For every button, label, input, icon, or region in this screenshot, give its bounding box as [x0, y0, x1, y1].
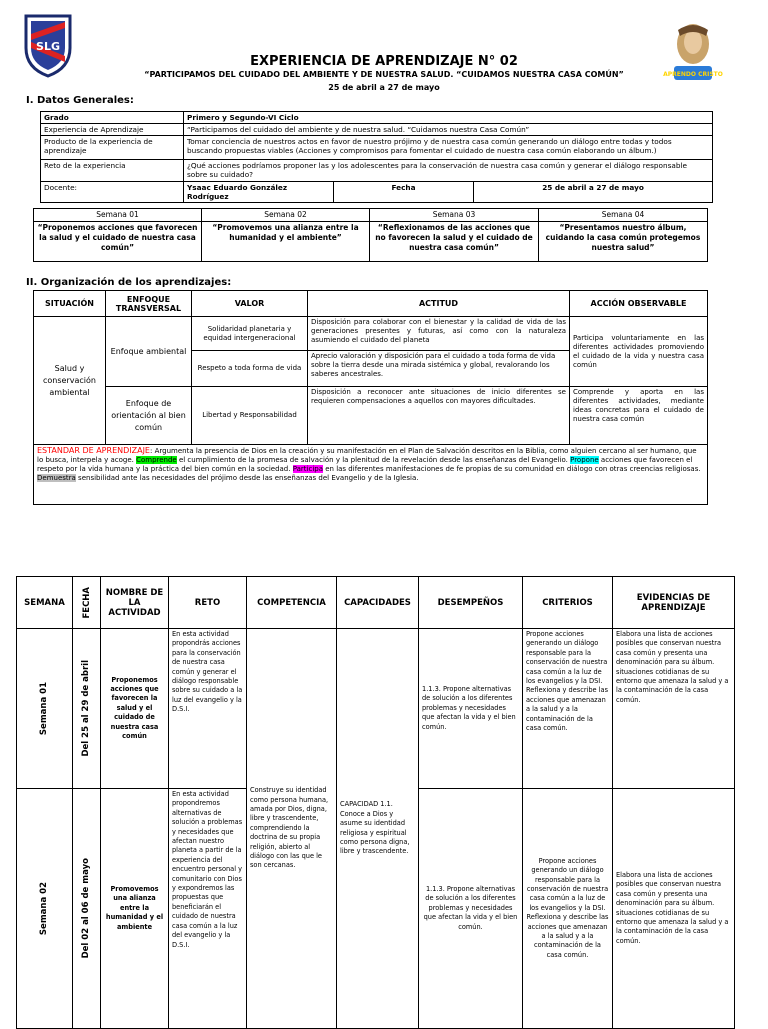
- actitud-1: Disposición para colaborar con el bienestar y la calidad de vida de las generaciones presentes y futuras, así como con la naturaleza asumiendo el cuidado del planeta: [308, 317, 570, 351]
- reto-label: Reto de la experiencia: [41, 160, 184, 182]
- semana-4-title: “Presentamos nuestro álbum, cuidando la casa común protegemos nuestra salud”: [539, 222, 708, 262]
- row1-evidencias: Elabora una lista de acciones posibles que conservan nuestra casa común y presenta una denominación para su álbum. situaciones cotidianas de su entorno que amenaza la salud y a la contaminación de la casa común.: [613, 629, 735, 789]
- plan-header-fecha: FECHA: [73, 577, 101, 629]
- estandar-cell: [34, 445, 708, 505]
- plan-header-semana: SEMANA: [17, 577, 73, 629]
- plan-header-criterios: CRITERIOS: [523, 577, 613, 629]
- row1-reto: En esta actividad propondrás acciones para la conservación de nuestra casa común y generar el diálogo responsable sobre su cuidado a la luz del evangelio y la D.S.I.: [169, 629, 247, 789]
- prod-value: Tomar conciencia de nuestros actos en favor de nuestro prójimo y de nuestra casa común generando un diálogo entre todas y todos buscando propuestas viables (Acciones y compromisos para fomentar el cuidado de nuestra casa común elaborando un álbum.): [184, 136, 713, 160]
- exp-label: Experiencia de Aprendizaje: [41, 124, 184, 136]
- row1-desempenos: 1.1.3. Propone alternativas de solución a los diferentes problemas y necesidades que afectan la vida y el bien común.: [419, 629, 523, 789]
- highlight-demuestra: Demuestra: [37, 474, 76, 482]
- org-header-situacion: SITUACIÓN: [34, 291, 106, 317]
- highlight-participa: Participa: [292, 465, 323, 473]
- svg-text:APRENDO CRISTO: APRENDO CRISTO: [663, 71, 723, 78]
- valor-respeto: Respeto a toda forma de vida: [192, 351, 308, 387]
- row2-evidencias: Elabora una lista de acciones posibles que conservan nuestra casa común y presenta una denominación para su álbum. situaciones cotidianas de su entorno que amenaza la salud y a la contaminación de la casa común.: [613, 789, 735, 1029]
- row2-actividad: Promovemos una alianza entre la humanidad y el ambiente: [101, 789, 169, 1029]
- row2-desempenos: 1.1.3. Propone alternativas de solución a los diferentes problemas y necesidades que afectan la vida y el bien común.: [419, 789, 523, 1029]
- semana-3-title: “Reflexionamos de las acciones que no favorecen la salud y el cuidado de nuestra casa común”: [370, 222, 539, 262]
- plan-header-actividad: NOMBRE DE LA ACTIVIDAD: [101, 577, 169, 629]
- row1-fecha: Del 25 al 29 de abril: [73, 629, 101, 789]
- table-row: [17, 629, 735, 789]
- docente-label: Docente:: [41, 182, 184, 203]
- semana-2-label: Semana 02: [202, 209, 370, 222]
- accion-1: Participa voluntariamente en las diferentes actividades promoviendo el cuidado de la vida y nuestra casa común: [570, 317, 708, 387]
- page-subtitle: “PARTICIPAMOS DEL CUIDADO DEL AMBIENTE Y DE NUESTRA SALUD. “CUIDAMOS NUESTRA CASA COMÚN”: [144, 70, 624, 79]
- estandar-label: ESTANDAR DE APRENDIZAJE: [37, 446, 150, 455]
- reto-value: ¿Qué acciones podríamos proponer las y los adolescentes para la conservación de nuestra casa común y generar el diálogo responsable sobre su cuidado?: [184, 160, 713, 182]
- organizacion-table: [33, 290, 708, 505]
- plan-header-capacidades: CAPACIDADES: [337, 577, 419, 629]
- section-datos-heading: I. Datos Generales:: [26, 95, 134, 106]
- estandar-text-3: acciones que favorecen el respeto por la vida humana y la práctica del bien común en la sociedad.: [37, 456, 693, 473]
- org-header-valor: VALOR: [192, 291, 308, 317]
- estandar-text-4: en las diferentes manifestaciones de fe propias de su comunidad en diálogo con otras creencias religiosas.: [323, 465, 701, 473]
- row2-reto: En esta actividad propondremos alternativas de solución a problemas y necesidades que afectan nuestro planeta a partir de la experiencia del encuentro personal y comunitario con Dios y expondremos las propuestas que beneficiarán el cuidado de nuestra casa común a la luz del evangelio y la D.S.I.: [169, 789, 247, 1029]
- capacidades-cell: CAPACIDAD 1.1. Conoce a Dios y asume su identidad religiosa y espiritual como persona digna, libre y trascendente.: [337, 629, 419, 1029]
- docente-value: Ysaac Eduardo González Rodríguez: [184, 182, 334, 203]
- org-header-actitud: ACTITUD: [308, 291, 570, 317]
- estandar-text-1: : Argumenta la presencia de Dios en la creación y su manifestación en el Plan de Salvación descritos en la Biblia, como alguien cercano al ser humano, que lo busca, interpela y acoge.: [37, 447, 697, 464]
- prod-label: Producto de la experiencia de aprendizaje: [41, 136, 184, 160]
- semana-4-label: Semana 04: [539, 209, 708, 222]
- page-title: EXPERIENCIA DE APRENDIZAJE N° 02: [250, 54, 518, 69]
- grado-value: Primero y Segundo-VI Ciclo: [184, 112, 713, 124]
- plan-header-competencia: COMPETENCIA: [247, 577, 337, 629]
- planificacion-table: [16, 576, 735, 1029]
- enfoque-ambiental: Enfoque ambiental: [106, 317, 192, 387]
- fecha-value: 25 de abril a 27 de mayo: [474, 182, 713, 203]
- plan-header-desempenos: DESEMPEÑOS: [419, 577, 523, 629]
- plan-header-reto: RETO: [169, 577, 247, 629]
- actitud-2: Aprecio valoración y disposición para el cuidado a toda forma de vida sobre la tierra desde una mirada sistémica y global, revalorando los saberes ancestrales.: [308, 351, 570, 387]
- semana-1-title: “Proponemos acciones que favorecen la salud y el cuidado de nuestra casa común”: [34, 222, 202, 262]
- row2-semana: Semana 02: [17, 789, 73, 1029]
- valor-solidaridad: Solidaridad planetaria y equidad intergeneracional: [192, 317, 308, 351]
- exp-value: “Participamos del cuidado del ambiente y de nuestra salud. “Cuidamos nuestra Casa Común”: [184, 124, 713, 136]
- situacion-cell: Salud y conservación ambiental: [34, 317, 106, 445]
- fecha-label: Fecha: [334, 182, 474, 203]
- row1-actividad: Proponemos acciones que favorecen la salud y el cuidado de nuestra casa común: [101, 629, 169, 789]
- org-header-accion: ACCIÓN OBSERVABLE: [570, 291, 708, 317]
- estandar-text-5: sensibilidad ante las necesidades del prójimo desde las enseñanzas del Evangelio y de la Iglesia.: [75, 474, 419, 482]
- grado-label: Grado: [41, 112, 184, 124]
- enfoque-bien-comun: Enfoque de orientación al bien común: [106, 387, 192, 445]
- actitud-3: Disposición a reconocer ante situaciones de inicio diferentes se requieren compensaciones a aquellos con mayores dificultades.: [308, 387, 570, 445]
- competencia-cell: Construye su identidad como persona humana, amada por Dios, digna, libre y trascendente, comprendiendo la doctrina de su propia religión, abierto al diálogo con las que le son cercanas.: [247, 629, 337, 1029]
- semana-2-title: “Promovemos una alianza entre la humanidad y el ambiente”: [202, 222, 370, 262]
- semanas-table: [33, 208, 708, 262]
- accion-2: Comprende y aporta en las diferentes actividades, mediante ideas concretas para el cuidado de nuestra casa común: [570, 387, 708, 445]
- page-dates: 25 de abril a 27 de mayo: [328, 83, 440, 92]
- svg-text:SLG: SLG: [36, 40, 60, 53]
- valor-libertad: Libertad y Responsabilidad: [192, 387, 308, 445]
- row1-criterios: Propone acciones generando un diálogo responsable para la conservación de nuestra casa común a la luz de los evangelios y la DSI. Reflexiona y describe las acciones que amenazan a la salud y a la contaminación de la casa común.: [523, 629, 613, 789]
- row2-criterios: Propone acciones generando un diálogo responsable para la conservación de nuestra casa común a la luz de los evangelios y la DSI. Reflexiona y describe las acciones que amenazan a la salud y a la contaminación de la casa común.: [523, 789, 613, 1029]
- plan-header-evidencias: EVIDENCIAS DE APRENDIZAJE: [613, 577, 735, 629]
- org-header-enfoque: ENFOQUE TRANSVERSAL: [106, 291, 192, 317]
- semana-1-label: Semana 01: [34, 209, 202, 222]
- row1-semana: Semana 01: [17, 629, 73, 789]
- row2-fecha: Del 02 al 06 de mayo: [73, 789, 101, 1029]
- datos-generales-table: [40, 111, 713, 203]
- highlight-comprende: Comprende: [136, 456, 177, 464]
- highlight-propone: Propone: [570, 456, 599, 464]
- estandar-text-2: el cumplimiento de la promesa de salvación y la plenitud de la revelación desde las enseñanzas del Evangelio.: [176, 456, 571, 464]
- semana-3-label: Semana 03: [370, 209, 539, 222]
- section-organizacion-heading: II. Organización de los aprendizajes:: [26, 277, 232, 288]
